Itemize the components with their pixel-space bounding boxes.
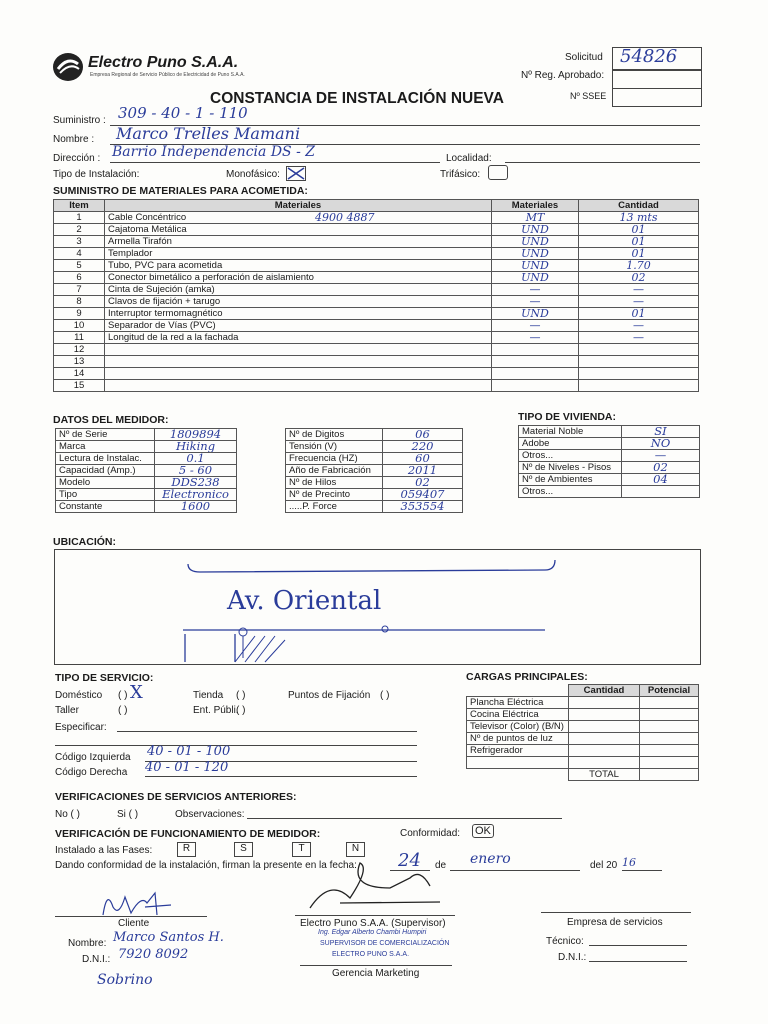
qty-cell: 02 <box>579 272 699 284</box>
conformidad-ok-box[interactable]: OK <box>472 824 494 838</box>
unit-cell: UND <box>492 248 579 260</box>
verificaciones-section-title: VERIFICACIONES DE SERVICIOS ANTERIORES: <box>55 791 297 803</box>
unit-cell <box>492 368 579 380</box>
qty-cell: — <box>579 332 699 344</box>
field-value: NO <box>622 438 700 450</box>
table-row <box>286 453 463 465</box>
material-name: Clavos de fijación + tarugo <box>108 296 221 307</box>
fase-t-box[interactable]: T <box>292 842 311 857</box>
unit-cell: — <box>492 296 579 308</box>
nombre-value: Marco Trelles Mamani <box>116 124 301 143</box>
tecnico-label: Técnico: <box>546 936 584 947</box>
codigo-izquierda-label: Código Izquierda <box>55 752 131 763</box>
codigo-derecha-label: Código Derecha <box>55 767 128 778</box>
fase-n-box[interactable]: N <box>346 842 365 857</box>
solicitud-label: Solicitud <box>565 52 603 63</box>
col-materiales: Materiales <box>105 200 492 212</box>
unit-cell: UND <box>492 224 579 236</box>
medidor-mid-table <box>285 428 463 513</box>
table-row <box>286 477 463 489</box>
qty-cell: 01 <box>579 236 699 248</box>
ssee-label: Nº SSEE <box>570 91 607 101</box>
fecha-dia: 24 <box>398 850 421 871</box>
supervisor-signature <box>300 858 450 921</box>
qty-cell: 13 mts <box>579 212 699 224</box>
company-tagline: Empresa Regional de Servicio Público de Electricidad de Puno S.A.A. <box>90 72 245 78</box>
table-row <box>286 429 463 441</box>
field-label: Nº de Precinto <box>286 489 383 501</box>
company-logo <box>52 52 84 82</box>
vivienda-table <box>518 425 700 498</box>
table-row <box>286 465 463 477</box>
total-blank <box>467 769 569 781</box>
puntos-fijacion-label: Puntos de Fijación <box>288 690 371 701</box>
medidor-section-title: DATOS DEL MEDIDOR: <box>53 414 169 426</box>
field-value: 06 <box>383 429 463 441</box>
localidad-label: Localidad: <box>446 153 492 164</box>
table-row <box>519 426 700 438</box>
total-label: TOTAL <box>569 769 640 781</box>
field-label: Nº de Niveles - Pisos <box>519 462 622 474</box>
item-cell: 14 <box>54 368 105 380</box>
table-row <box>54 260 699 272</box>
carga-cantidad <box>569 709 640 721</box>
field-label: Marca <box>56 441 155 453</box>
qty-cell: 01 <box>579 308 699 320</box>
reg-aprobado-label: Nº Reg. Aprobado: <box>521 70 605 81</box>
field-label: Nº de Ambientes <box>519 474 622 486</box>
page-title: CONSTANCIA DE INSTALACIÓN NUEVA <box>210 90 504 107</box>
suministro-label: Suministro : <box>53 115 106 126</box>
monofasico-label: Monofásico: <box>226 169 280 180</box>
conformidad-label: Conformidad: <box>400 828 461 839</box>
taller-option[interactable]: ( ) <box>118 705 128 716</box>
field-value: 02 <box>383 477 463 489</box>
material-cell <box>105 296 492 308</box>
carga-label: Cocina Eléctrica <box>467 709 569 721</box>
table-row <box>519 462 700 474</box>
table-row <box>56 501 237 513</box>
material-name: Cable Concéntrico <box>108 212 187 223</box>
table-row <box>54 272 699 284</box>
field-label: Otros... <box>519 450 622 462</box>
table-row <box>56 465 237 477</box>
unit-cell: — <box>492 320 579 332</box>
firma-dni-label: D.N.I.: <box>82 954 111 965</box>
qty-cell: 1.70 <box>579 260 699 272</box>
material-name: Cajatoma Metálica <box>108 224 187 235</box>
field-value: DDS238 <box>155 477 237 489</box>
table-row <box>56 489 237 501</box>
stamp-title: SUPERVISOR DE COMERCIALIZACIÓN <box>320 940 450 947</box>
material-name: Interruptor termomagnético <box>108 308 223 319</box>
material-cell <box>105 380 492 392</box>
field-label: Capacidad (Amp.) <box>56 465 155 477</box>
qty-cell <box>579 344 699 356</box>
especificar-label: Especificar: <box>55 722 107 733</box>
carga-cantidad <box>569 757 640 769</box>
carga-cantidad <box>569 721 640 733</box>
unit-cell: UND <box>492 260 579 272</box>
dando-conformidad-text: Dando conformidad de la instalación, firman la presente en la fecha: <box>55 860 357 871</box>
taller-label: Taller <box>55 705 79 716</box>
tipo-instalacion-label: Tipo de Instalación: <box>53 169 140 180</box>
carga-potencial <box>640 757 699 769</box>
col-cantidad: Cantidad <box>569 685 640 697</box>
material-cell <box>105 236 492 248</box>
item-cell: 8 <box>54 296 105 308</box>
field-value: 5 - 60 <box>155 465 237 477</box>
carga-cantidad <box>569 697 640 709</box>
table-row <box>54 296 699 308</box>
stamp-company: ELECTRO PUNO S.A.A. <box>332 951 410 958</box>
material-cell <box>105 260 492 272</box>
qty-cell <box>579 380 699 392</box>
table-row <box>519 486 700 498</box>
field-value: — <box>622 450 700 462</box>
field-label: .....P. Force <box>286 501 383 513</box>
table-row <box>286 501 463 513</box>
table-row <box>519 450 700 462</box>
table-row <box>519 474 700 486</box>
material-cell <box>105 368 492 380</box>
item-cell: 15 <box>54 380 105 392</box>
unit-cell: — <box>492 284 579 296</box>
reg-aprobado-box <box>612 69 702 89</box>
cargas-blank-corner <box>467 685 569 697</box>
servicio-section-title: TIPO DE SERVICIO: <box>55 672 154 684</box>
item-cell: 7 <box>54 284 105 296</box>
table-row <box>467 721 699 733</box>
gerencia-marketing-label: Gerencia Marketing <box>332 968 420 979</box>
table-row <box>56 441 237 453</box>
verif-no-option[interactable]: No ( ) <box>55 809 80 820</box>
col-potencial: Potencial <box>640 685 699 697</box>
table-row <box>54 332 699 344</box>
ent-publi-label: Ent. Públi. <box>193 705 239 716</box>
materials-section-title: SUMINISTRO DE MATERIALES PARA ACOMETIDA: <box>53 185 308 197</box>
cargas-section-title: CARGAS PRINCIPALES: <box>466 671 588 683</box>
carga-empty <box>467 757 569 769</box>
carga-potencial <box>640 721 699 733</box>
field-value: 0.1 <box>155 453 237 465</box>
direccion-value: Barrio Independencia DS - Z <box>112 144 315 160</box>
carga-potencial <box>640 697 699 709</box>
tecnico-dni-label: D.N.I.: <box>558 952 587 963</box>
table-row <box>54 356 699 368</box>
item-cell: 2 <box>54 224 105 236</box>
materials-table <box>53 199 699 392</box>
table-row <box>54 308 699 320</box>
table-row <box>54 284 699 296</box>
table-row <box>286 441 463 453</box>
puntos-fijacion-option[interactable]: ( ) <box>380 690 390 701</box>
ubicacion-street-label: Av. Oriental <box>227 586 382 616</box>
field-label: Tipo <box>56 489 155 501</box>
monofasico-checkbox[interactable] <box>286 166 306 181</box>
unit-cell: UND <box>492 308 579 320</box>
fase-r-box[interactable]: R <box>177 842 196 857</box>
material-name: Conector bimetálico a perforación de aislamiento <box>108 272 314 283</box>
carga-potencial <box>640 733 699 745</box>
col-cantidad: Cantidad <box>579 200 699 212</box>
ssee-box <box>612 88 702 107</box>
tienda-label: Tienda <box>193 690 224 701</box>
fecha-mes: enero <box>470 851 511 867</box>
table-row <box>54 236 699 248</box>
carga-cantidad <box>569 745 640 757</box>
table-row <box>467 733 699 745</box>
cargas-table <box>466 684 699 781</box>
fecha-del-label: del 20 <box>590 860 618 871</box>
table-row <box>54 212 699 224</box>
material-cell <box>105 320 492 332</box>
material-note: 4900 4887 <box>315 211 375 224</box>
field-label: Tensión (V) <box>286 441 383 453</box>
material-cell <box>105 272 492 284</box>
ubicacion-sketch-box <box>54 549 701 665</box>
table-row <box>56 477 237 489</box>
material-cell <box>105 212 492 224</box>
field-label: Adobe <box>519 438 622 450</box>
carga-label: Refrigerador <box>467 745 569 757</box>
material-cell <box>105 248 492 260</box>
qty-cell: 01 <box>579 248 699 260</box>
unit-cell <box>492 380 579 392</box>
material-cell <box>105 332 492 344</box>
field-value: Electronico <box>155 489 237 501</box>
item-cell: 10 <box>54 320 105 332</box>
material-name: Longitud de la red a la fachada <box>108 332 239 343</box>
col-item: Item <box>54 200 105 212</box>
carga-label: Televisor (Color) (B/N) <box>467 721 569 733</box>
field-label: Modelo <box>56 477 155 489</box>
firma-extra-note: Sobrino <box>97 972 153 988</box>
fecha-de-label: de <box>435 860 447 871</box>
qty-cell <box>579 356 699 368</box>
table-row <box>286 489 463 501</box>
field-label: Otros... <box>519 486 622 498</box>
item-cell: 1 <box>54 212 105 224</box>
tienda-option[interactable]: ( ) <box>236 690 246 701</box>
empresa-servicios-label: Empresa de servicios <box>567 917 663 928</box>
unit-cell: — <box>492 332 579 344</box>
medidor-left-table <box>55 428 237 513</box>
field-label: Nº de Hilos <box>286 477 383 489</box>
verificacion-medidor-title: VERIFICACIÓN DE FUNCIONAMIENTO DE MEDIDOR: <box>55 828 321 840</box>
field-value: 1809894 <box>155 429 237 441</box>
total-value <box>640 769 699 781</box>
item-cell: 4 <box>54 248 105 260</box>
material-name: Tubo, PVC para acometida <box>108 260 223 271</box>
field-value: 059407 <box>383 489 463 501</box>
table-row <box>54 320 699 332</box>
stamp-name: Ing. Edgar Alberto Chambi Humpiri <box>318 929 427 936</box>
material-cell <box>105 284 492 296</box>
field-label: Nº de Serie <box>56 429 155 441</box>
table-row <box>467 697 699 709</box>
field-value: 353554 <box>383 501 463 513</box>
codigo-izquierda-value: 40 - 01 - 100 <box>147 744 231 759</box>
solicitud-value: 54826 <box>620 46 678 67</box>
table-row <box>54 344 699 356</box>
item-cell: 6 <box>54 272 105 284</box>
fecha-anio: 16 <box>622 856 636 869</box>
direccion-label: Dirección : <box>53 153 101 164</box>
field-value: Hiking <box>155 441 237 453</box>
codigo-derecha-value: 40 - 01 - 120 <box>145 760 229 775</box>
firma-dni-value: 7920 8092 <box>118 947 189 962</box>
qty-cell: — <box>579 320 699 332</box>
field-value <box>622 486 700 498</box>
fase-s-box[interactable]: S <box>234 842 253 857</box>
material-cell <box>105 308 492 320</box>
item-cell: 5 <box>54 260 105 272</box>
item-cell: 9 <box>54 308 105 320</box>
qty-cell: 01 <box>579 224 699 236</box>
field-label: Constante <box>56 501 155 513</box>
field-label: Año de Fabricación <box>286 465 383 477</box>
suministro-value: 309 - 40 - 1 - 110 <box>118 104 248 122</box>
material-name: Cinta de Sujeción (amka) <box>108 284 215 295</box>
firma-nombre-value: Marco Santos H. <box>113 930 224 945</box>
cliente-label: Cliente <box>118 918 150 929</box>
field-label: Material Noble <box>519 426 622 438</box>
table-row <box>56 429 237 441</box>
domestico-option[interactable]: ( ) <box>118 690 128 701</box>
table-row <box>54 380 699 392</box>
material-name: Separador de Vías (PVC) <box>108 320 216 331</box>
trifasico-label: Trifásico: <box>440 169 481 180</box>
field-value: 1600 <box>155 501 237 513</box>
trifasico-checkbox[interactable] <box>488 165 508 180</box>
electro-puno-supervisor-label: Electro Puno S.A.A. (Supervisor) <box>300 918 446 929</box>
vivienda-section-title: TIPO DE VIVIENDA: <box>518 411 617 423</box>
domestico-mark: X <box>130 682 143 703</box>
field-value: 02 <box>622 462 700 474</box>
material-name: Templador <box>108 248 153 259</box>
field-value: SI <box>622 426 700 438</box>
qty-cell: — <box>579 296 699 308</box>
fases-label: Instalado a las Fases: <box>55 845 153 856</box>
table-row <box>54 368 699 380</box>
field-value: 04 <box>622 474 700 486</box>
item-cell: 3 <box>54 236 105 248</box>
material-cell <box>105 224 492 236</box>
carga-cantidad <box>569 733 640 745</box>
unit-cell: MT <box>492 212 579 224</box>
table-row <box>467 709 699 721</box>
observaciones-label: Observaciones: <box>175 809 245 820</box>
nombre-label: Nombre : <box>53 134 95 145</box>
material-cell <box>105 356 492 368</box>
field-label: Lectura de Instalac. <box>56 453 155 465</box>
domestico-label: Doméstico <box>55 690 103 701</box>
verif-si-option[interactable]: Si ( ) <box>117 809 139 820</box>
field-value: 60 <box>383 453 463 465</box>
table-row <box>54 248 699 260</box>
carga-potencial <box>640 709 699 721</box>
table-row <box>54 224 699 236</box>
qty-cell <box>579 368 699 380</box>
field-value: 2011 <box>383 465 463 477</box>
field-label: Frecuencia (HZ) <box>286 453 383 465</box>
item-cell: 12 <box>54 344 105 356</box>
carga-label: Plancha Eléctrica <box>467 697 569 709</box>
unit-cell <box>492 344 579 356</box>
field-value: 220 <box>383 441 463 453</box>
ubicacion-section-title: UBICACIÓN: <box>53 536 116 548</box>
qty-cell: — <box>579 284 699 296</box>
material-name: Armella Tirafón <box>108 236 172 247</box>
carga-potencial <box>640 745 699 757</box>
company-name: Electro Puno S.A.A. <box>88 54 239 71</box>
material-cell <box>105 344 492 356</box>
table-row <box>467 745 699 757</box>
table-row <box>56 453 237 465</box>
col-unidad: Materiales <box>492 200 579 212</box>
unit-cell <box>492 356 579 368</box>
ent-publi-option[interactable]: ( ) <box>236 705 246 716</box>
item-cell: 13 <box>54 356 105 368</box>
firma-nombre-label: Nombre: <box>68 938 107 949</box>
unit-cell: UND <box>492 236 579 248</box>
field-label: Nº de Digitos <box>286 429 383 441</box>
unit-cell: UND <box>492 272 579 284</box>
item-cell: 11 <box>54 332 105 344</box>
carga-label: Nº de puntos de luz <box>467 733 569 745</box>
table-row <box>519 438 700 450</box>
